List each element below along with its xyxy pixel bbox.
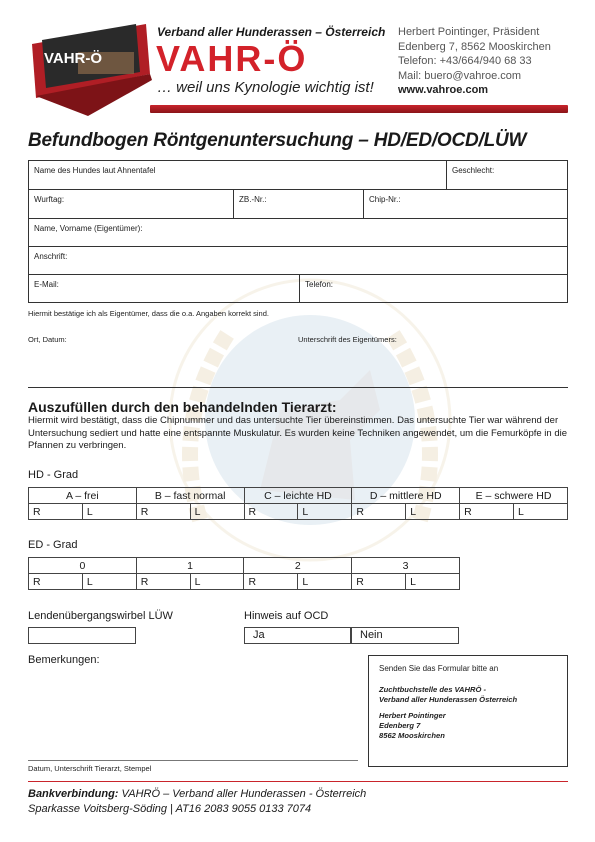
hd-grade-e: E – schwere HD <box>460 488 568 504</box>
ed-grade-3: 3 <box>352 558 460 574</box>
ed-label: ED - Grad <box>28 539 78 551</box>
owner-signature-label: Unterschrift des Eigentümers: <box>298 335 397 344</box>
owner-row-dog <box>29 161 567 190</box>
luew-label: Lendenübergangswirbel LÜW <box>28 610 173 622</box>
hd-grade-a: A – frei <box>29 488 137 504</box>
bank-name: VAHRÖ – Verband aller Hunderassen - Österreich <box>121 788 367 800</box>
ed-grade-0: 0 <box>29 558 137 574</box>
contact-block <box>398 25 551 98</box>
ed-1-left[interactable]: L <box>190 574 244 590</box>
dog-name-field[interactable]: Name des Hundes laut Ahnentafel <box>34 166 156 175</box>
owner-row-litter <box>29 190 567 219</box>
brand-tagline: … weil uns Kynologie wichtig ist! <box>157 79 374 96</box>
hd-table <box>28 487 568 520</box>
remarks-area[interactable] <box>28 668 358 758</box>
hd-e-right[interactable]: R <box>460 504 514 520</box>
bank-info <box>28 788 366 800</box>
vet-signature-line <box>28 760 358 761</box>
hd-label: HD - Grad <box>28 469 79 481</box>
sex-field[interactable] <box>446 161 568 189</box>
ed-1-right[interactable]: R <box>136 574 190 590</box>
place-date-label: Ort, Datum: <box>28 335 67 344</box>
hd-d-right[interactable]: R <box>352 504 406 520</box>
owner-form <box>28 160 568 303</box>
owner-confirmation: Hiermit bestätige ich als Eigentümer, dass die o.a. Angaben korrekt sind. <box>28 309 269 318</box>
contact-web[interactable]: www.vahroe.com <box>398 84 489 97</box>
ed-0-right[interactable]: R <box>29 574 83 590</box>
ed-grade-2: 2 <box>244 558 352 574</box>
ed-2-right[interactable]: R <box>244 574 298 590</box>
section-divider <box>28 387 568 388</box>
ed-2-left[interactable]: L <box>298 574 352 590</box>
vet-statement: Hiermit wird bestätigt, dass die Chipnummer und das untersuchte Tier übereinstimmen. Das untersuchte Tier war während der Untersuchung sediert und hatte eine entspannte Muskulatur. Es wurden keine Techniken angewendet, um die Femurköpfe in die Pfannen zu verbringen. <box>28 415 568 451</box>
send-org-2: Verband aller Hunderassen Österreich <box>379 695 518 704</box>
ocd-no-label: Nein <box>360 629 383 641</box>
chip-field[interactable] <box>363 190 568 218</box>
ocd-no-field[interactable] <box>351 627 459 644</box>
send-street: Edenberg 7 <box>379 721 421 730</box>
hd-grade-b: B – fast normal <box>136 488 244 504</box>
contact-mail[interactable]: Mail: buero@vahroe.com <box>398 69 522 82</box>
phone-field[interactable] <box>299 275 568 303</box>
ocd-yes-field[interactable] <box>244 627 351 644</box>
send-intro: Senden Sie das Formular bitte an <box>379 664 499 673</box>
contact-phone: Telefon: +43/664/940 68 33 <box>398 55 532 68</box>
contact-name: Herbert Pointinger, Präsident <box>398 26 540 38</box>
vahroe-logo <box>28 10 154 118</box>
luew-field[interactable] <box>28 627 136 644</box>
hd-grade-c: C – leichte HD <box>244 488 352 504</box>
ocd-yes-label: Ja <box>253 629 265 641</box>
hd-grade-d: D – mittlere HD <box>352 488 460 504</box>
send-to-box <box>368 655 568 767</box>
phone-label: Telefon: <box>305 280 334 289</box>
studbook-label: ZB.-Nr.: <box>239 195 267 204</box>
ocd-label: Hinweis auf OCD <box>244 610 329 622</box>
contact-address: Edenberg 7, 8562 Mooskirchen <box>398 40 551 53</box>
address-label: Anschrift: <box>34 252 68 261</box>
chip-label: Chip-Nr.: <box>369 195 401 204</box>
ed-grade-1: 1 <box>136 558 244 574</box>
ed-3-left[interactable]: L <box>406 574 460 590</box>
hd-b-left[interactable]: L <box>190 504 244 520</box>
owner-name-label: Name, Vorname (Eigentümer): <box>34 224 143 233</box>
ed-0-left[interactable]: L <box>82 574 136 590</box>
remarks-label: Bemerkungen: <box>28 654 100 666</box>
hd-d-left[interactable]: L <box>406 504 460 520</box>
send-org-1: Zuchtbuchstelle des VAHRÖ - <box>379 685 487 694</box>
email-field[interactable]: E-Mail: <box>34 280 59 289</box>
hd-c-right[interactable]: R <box>244 504 298 520</box>
hd-c-left[interactable]: L <box>298 504 352 520</box>
owner-row-contact <box>29 275 567 303</box>
vet-heading: Auszufüllen durch den behandelnden Tierarzt: <box>28 399 337 415</box>
hd-a-right[interactable]: R <box>29 504 83 520</box>
owner-name-field[interactable] <box>29 219 567 247</box>
brand-name: VAHR-Ö <box>156 38 308 79</box>
brand-subtitle: Verband aller Hunderassen – Österreich <box>157 25 386 39</box>
ed-3-right[interactable]: R <box>352 574 406 590</box>
studbook-field[interactable] <box>233 190 363 218</box>
page-title: Befundbogen Röntgenuntersuchung – HD/ED/OCD/LÜW <box>28 130 527 151</box>
send-person: Herbert Pointinger <box>379 711 446 720</box>
footer-divider <box>28 781 568 782</box>
send-city: 8562 Mooskirchen <box>379 731 445 740</box>
address-field[interactable] <box>29 247 567 275</box>
sex-label: Geschlecht: <box>452 166 495 175</box>
logo-text: VAHR-Ö <box>44 50 103 67</box>
bank-account: Sparkasse Voitsberg-Söding | AT16 2083 9055 0133 7074 <box>28 803 312 815</box>
hd-a-left[interactable]: L <box>82 504 136 520</box>
ed-table <box>28 557 460 590</box>
hd-b-right[interactable]: R <box>136 504 190 520</box>
vet-signature-label: Datum, Unterschrift Tierarzt, Stempel <box>28 764 152 773</box>
bank-label: Bankverbindung: <box>28 788 119 800</box>
hd-e-left[interactable]: L <box>514 504 568 520</box>
header-divider <box>150 105 568 113</box>
litter-date-field[interactable]: Wurftag: <box>34 195 65 204</box>
